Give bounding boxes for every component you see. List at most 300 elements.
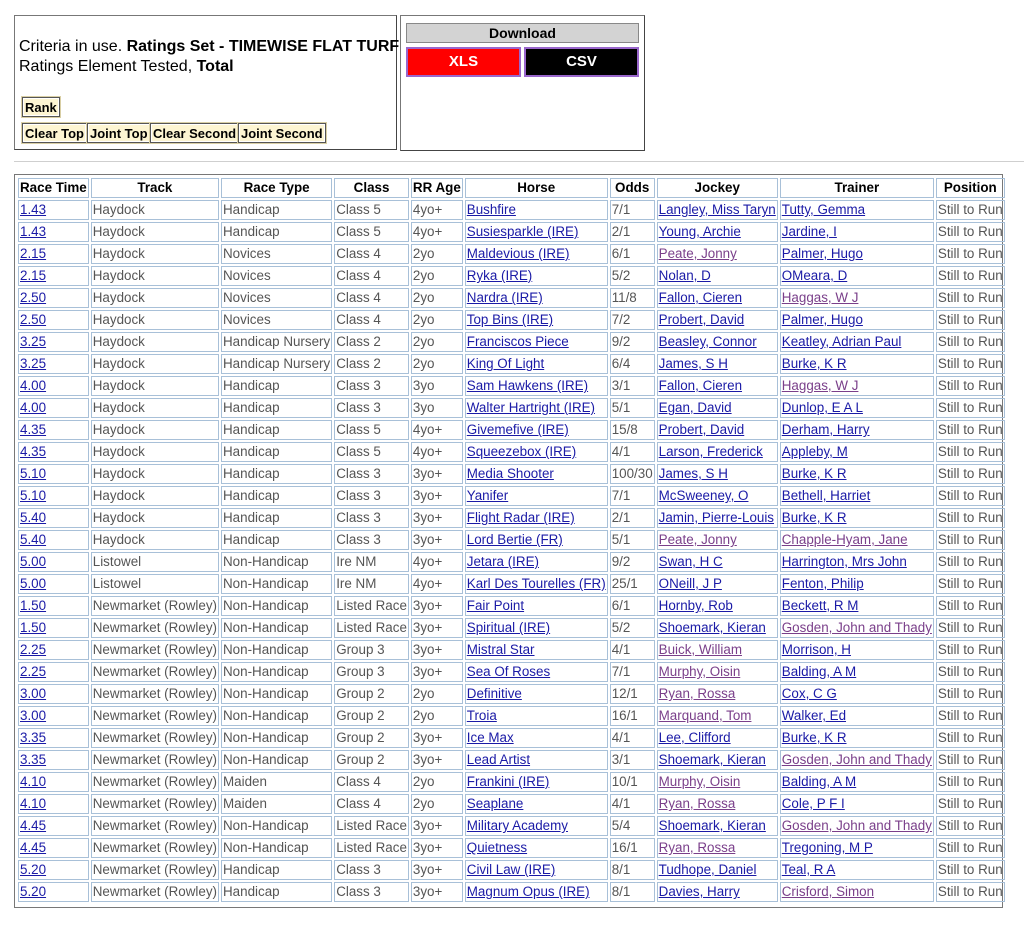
cell-trainer	[780, 552, 934, 572]
race-time-link[interactable]: 4.10	[20, 796, 47, 811]
cell-trainer	[780, 728, 934, 748]
table-row	[18, 376, 1005, 396]
horse-link[interactable]: Squeezebox (IRE)	[466, 444, 577, 459]
cell-rr-age: 3yo	[411, 398, 463, 418]
download-csv-button[interactable]: CSV	[524, 47, 639, 77]
cell-race-time	[18, 398, 89, 418]
cell-rr-age: 2yo	[411, 310, 463, 330]
jockey-link[interactable]: Langley, Miss Taryn	[658, 202, 776, 217]
cell-race-type: Handicap	[221, 486, 332, 506]
jockey-link[interactable]: Davies, Harry	[658, 884, 740, 899]
trainer-link[interactable]: Morrison, H	[781, 642, 851, 657]
cell-rr-age: 3yo+	[411, 618, 463, 638]
criteria-text	[19, 37, 399, 77]
trainer-link[interactable]: Appleby, M	[781, 444, 848, 459]
jockey-link[interactable]: Jamin, Pierre-Louis	[658, 510, 775, 525]
trainer-link[interactable]: Haggas, W J	[781, 378, 859, 393]
cell-race-time	[18, 288, 89, 308]
cell-track: Newmarket (Rowley)	[91, 706, 219, 726]
race-time-link[interactable]: 3.35	[20, 752, 47, 767]
jockey-link[interactable]: Nolan, D	[658, 268, 711, 283]
cell-race-type: Handicap	[221, 398, 332, 418]
race-time-link[interactable]: 4.35	[20, 444, 47, 459]
cell-trainer	[780, 464, 934, 484]
jockey-link[interactable]: Ryan, Rossa	[658, 840, 736, 855]
jockey-link[interactable]: Egan, David	[658, 400, 732, 415]
horse-link[interactable]: Spiritual (IRE)	[466, 620, 551, 635]
jockey-link[interactable]: Murphy, Oisin	[658, 774, 741, 789]
jockey-link[interactable]: Shoemark, Kieran	[658, 818, 766, 833]
race-time-link[interactable]: 3.25	[20, 334, 47, 349]
horse-link[interactable]: Definitive	[466, 686, 522, 701]
cell-class: Class 5	[334, 222, 409, 242]
trainer-link[interactable]: Walker, Ed	[781, 708, 847, 723]
download-xls-button[interactable]: XLS	[406, 47, 521, 77]
jockey-link[interactable]: Swan, H C	[658, 554, 723, 569]
cell-horse	[465, 420, 608, 440]
cell-horse	[465, 222, 608, 242]
cell-position: Still to Run	[936, 200, 1005, 220]
cell-position: Still to Run	[936, 640, 1005, 660]
horse-link[interactable]: Top Bins (IRE)	[466, 312, 554, 327]
trainer-link[interactable]: Teal, R A	[781, 862, 836, 877]
race-time-link[interactable]: 4.00	[20, 400, 47, 415]
trainer-link[interactable]: Balding, A M	[781, 774, 857, 789]
cell-race-time	[18, 332, 89, 352]
cell-trainer	[780, 640, 934, 660]
trainer-link[interactable]: Dunlop, E A L	[781, 400, 863, 415]
trainer-link[interactable]: Burke, K R	[781, 356, 847, 371]
jockey-link[interactable]: Buick, William	[658, 642, 742, 657]
cell-odds: 2/1	[610, 508, 655, 528]
joint-top-button[interactable]: Joint Top	[87, 123, 151, 143]
col-race-type: Race Type	[221, 178, 332, 198]
jockey-link[interactable]: Fallon, Cieren	[658, 290, 743, 305]
cell-odds: 11/8	[610, 288, 655, 308]
cell-race-time	[18, 442, 89, 462]
horse-link[interactable]: Sea Of Roses	[466, 664, 551, 679]
cell-jockey	[657, 596, 778, 616]
cell-track: Newmarket (Rowley)	[91, 750, 219, 770]
cell-race-time	[18, 266, 89, 286]
cell-horse	[465, 530, 608, 550]
cell-class: Class 4	[334, 310, 409, 330]
jockey-link[interactable]: James, S H	[658, 466, 728, 481]
trainer-link[interactable]: Palmer, Hugo	[781, 312, 863, 327]
horse-link[interactable]: Karl Des Tourelles (FR)	[466, 576, 606, 591]
cell-class: Group 2	[334, 684, 409, 704]
cell-rr-age: 3yo+	[411, 816, 463, 836]
cell-track: Newmarket (Rowley)	[91, 794, 219, 814]
cell-horse	[465, 244, 608, 264]
horse-link[interactable]: Nardra (IRE)	[466, 290, 543, 305]
cell-odds: 4/1	[610, 640, 655, 660]
race-time-link[interactable]: 2.25	[20, 642, 47, 657]
horse-link[interactable]: Walter Hartright (IRE)	[466, 400, 595, 415]
horse-link[interactable]: Givemefive (IRE)	[466, 422, 569, 437]
cell-race-type: Handicap	[221, 200, 332, 220]
cell-horse	[465, 706, 608, 726]
jockey-link[interactable]: James, S H	[658, 356, 728, 371]
cell-horse	[465, 552, 608, 572]
results-body	[18, 200, 1005, 902]
cell-race-time	[18, 816, 89, 836]
race-time-link[interactable]: 3.35	[20, 730, 47, 745]
horse-link[interactable]: Media Shooter	[466, 466, 554, 481]
horse-link[interactable]: Sam Hawkens (IRE)	[466, 378, 589, 393]
table-row	[18, 310, 1005, 330]
trainer-link[interactable]: Fenton, Philip	[781, 576, 864, 591]
cell-odds: 4/1	[610, 442, 655, 462]
cell-trainer	[780, 398, 934, 418]
cell-horse	[465, 640, 608, 660]
trainer-link[interactable]: Keatley, Adrian Paul	[781, 334, 902, 349]
jockey-link[interactable]: Hornby, Rob	[658, 598, 733, 613]
jockey-link[interactable]: Young, Archie	[658, 224, 741, 239]
cell-position: Still to Run	[936, 618, 1005, 638]
horse-link[interactable]: Magnum Opus (IRE)	[466, 884, 590, 899]
jockey-link[interactable]: Fallon, Cieren	[658, 378, 743, 393]
col-horse: Horse	[465, 178, 608, 198]
cell-horse	[465, 662, 608, 682]
cell-class: Group 2	[334, 750, 409, 770]
col-jockey: Jockey	[657, 178, 778, 198]
cell-jockey	[657, 684, 778, 704]
cell-horse	[465, 266, 608, 286]
race-time-link[interactable]: 1.50	[20, 598, 47, 613]
horse-link[interactable]: Yanifer	[466, 488, 509, 503]
jockey-link[interactable]: Shoemark, Kieran	[658, 620, 766, 635]
jockey-link[interactable]: Marquand, Tom	[658, 708, 752, 723]
trainer-link[interactable]: Palmer, Hugo	[781, 246, 863, 261]
cell-jockey	[657, 772, 778, 792]
race-time-link[interactable]: 2.15	[20, 268, 47, 283]
cell-track: Haydock	[91, 464, 219, 484]
horse-link[interactable]: Fair Point	[466, 598, 525, 613]
trainer-link[interactable]: Cole, P F I	[781, 796, 845, 811]
horse-link[interactable]: Bushfire	[466, 202, 516, 217]
horse-link[interactable]: Lord Bertie (FR)	[466, 532, 563, 547]
cell-trainer	[780, 266, 934, 286]
horse-link[interactable]: Lead Artist	[466, 752, 531, 767]
horse-link[interactable]: Civil Law (IRE)	[466, 862, 556, 877]
horse-link[interactable]: Ice Max	[466, 730, 514, 745]
col-track: Track	[91, 178, 219, 198]
cell-jockey	[657, 640, 778, 660]
trainer-link[interactable]: Bethell, Harriet	[781, 488, 871, 503]
cell-jockey	[657, 420, 778, 440]
race-time-link[interactable]: 1.50	[20, 620, 47, 635]
clear-second-button[interactable]: Clear Second	[150, 123, 239, 143]
race-time-link[interactable]: 5.00	[20, 576, 47, 591]
horse-link[interactable]: Mistral Star	[466, 642, 535, 657]
cell-rr-age: 3yo+	[411, 530, 463, 550]
cell-position: Still to Run	[936, 552, 1005, 572]
cell-track: Newmarket (Rowley)	[91, 684, 219, 704]
horse-link[interactable]: Susiesparkle (IRE)	[466, 224, 579, 239]
horse-link[interactable]: Franciscos Piece	[466, 334, 569, 349]
trainer-link[interactable]: Burke, K R	[781, 730, 847, 745]
trainer-link[interactable]: OMeara, D	[781, 268, 848, 283]
cell-position: Still to Run	[936, 288, 1005, 308]
download-title: Download	[406, 23, 639, 43]
cell-position: Still to Run	[936, 706, 1005, 726]
cell-odds: 2/1	[610, 222, 655, 242]
cell-rr-age: 2yo	[411, 706, 463, 726]
col-class: Class	[334, 178, 409, 198]
col-rr-age: RR Age	[411, 178, 463, 198]
cell-track: Newmarket (Rowley)	[91, 772, 219, 792]
horse-link[interactable]: Jetara (IRE)	[466, 554, 539, 569]
cell-class: Class 2	[334, 354, 409, 374]
trainer-link[interactable]: Chapple-Hyam, Jane	[781, 532, 908, 547]
cell-trainer	[780, 860, 934, 880]
cell-rr-age: 2yo	[411, 794, 463, 814]
race-time-link[interactable]: 5.20	[20, 862, 47, 877]
cell-track: Haydock	[91, 310, 219, 330]
race-time-link[interactable]: 2.50	[20, 290, 47, 305]
jockey-link[interactable]: Peate, Jonny	[658, 246, 737, 261]
cell-horse	[465, 486, 608, 506]
cell-race-time	[18, 640, 89, 660]
horse-link[interactable]: King Of Light	[466, 356, 545, 371]
table-row	[18, 354, 1005, 374]
table-row	[18, 486, 1005, 506]
col-trainer: Trainer	[780, 178, 934, 198]
jockey-link[interactable]: Tudhope, Daniel	[658, 862, 757, 877]
clear-top-button[interactable]: Clear Top	[22, 123, 87, 143]
trainer-link[interactable]: Beckett, R M	[781, 598, 859, 613]
cell-race-type: Non-Handicap	[221, 728, 332, 748]
cell-rr-age: 3yo+	[411, 728, 463, 748]
cell-race-type: Novices	[221, 310, 332, 330]
jockey-link[interactable]: Probert, David	[658, 312, 745, 327]
horse-link[interactable]: Frankini (IRE)	[466, 774, 550, 789]
col-race-time: Race Time	[18, 178, 89, 198]
cell-class: Class 3	[334, 398, 409, 418]
table-row	[18, 596, 1005, 616]
cell-trainer	[780, 750, 934, 770]
horse-link[interactable]: Ryka (IRE)	[466, 268, 533, 283]
cell-race-type: Maiden	[221, 772, 332, 792]
cell-odds: 7/1	[610, 486, 655, 506]
trainer-link[interactable]: Tregoning, M P	[781, 840, 873, 855]
horse-link[interactable]: Military Academy	[466, 818, 568, 833]
race-time-link[interactable]: 2.15	[20, 246, 47, 261]
cell-class: Group 3	[334, 662, 409, 682]
table-row	[18, 398, 1005, 418]
cell-race-type: Non-Handicap	[221, 640, 332, 660]
table-row	[18, 750, 1005, 770]
race-time-link[interactable]: 4.00	[20, 378, 47, 393]
cell-trainer	[780, 706, 934, 726]
cell-rr-age: 4yo+	[411, 552, 463, 572]
table-row	[18, 860, 1005, 880]
race-time-link[interactable]: 1.43	[20, 202, 47, 217]
trainer-link[interactable]: Gosden, John and Thady	[781, 752, 932, 767]
cell-race-time	[18, 420, 89, 440]
cell-race-type: Non-Handicap	[221, 838, 332, 858]
cell-odds: 3/1	[610, 376, 655, 396]
jockey-link[interactable]: Lee, Clifford	[658, 730, 731, 745]
cell-horse	[465, 376, 608, 396]
table-row	[18, 618, 1005, 638]
table-row	[18, 574, 1005, 594]
cell-race-time	[18, 244, 89, 264]
cell-horse	[465, 354, 608, 374]
cell-jockey	[657, 816, 778, 836]
criteria-prefix: Criteria in use.	[19, 38, 127, 55]
trainer-link[interactable]: Crisford, Simon	[781, 884, 875, 899]
cell-rr-age: 2yo	[411, 684, 463, 704]
table-row	[18, 442, 1005, 462]
cell-horse	[465, 310, 608, 330]
cell-class: Listed Race	[334, 816, 409, 836]
cell-trainer	[780, 618, 934, 638]
cell-rr-age: 3yo+	[411, 640, 463, 660]
trainer-link[interactable]: Burke, K R	[781, 510, 847, 525]
trainer-link[interactable]: Cox, C G	[781, 686, 837, 701]
cell-horse	[465, 288, 608, 308]
race-time-link[interactable]: 2.25	[20, 664, 47, 679]
cell-position: Still to Run	[936, 398, 1005, 418]
cell-odds: 8/1	[610, 860, 655, 880]
cell-rr-age: 3yo+	[411, 596, 463, 616]
table-row	[18, 838, 1005, 858]
trainer-link[interactable]: Balding, A M	[781, 664, 857, 679]
jockey-link[interactable]: Peate, Jonny	[658, 532, 737, 547]
cell-race-type: Non-Handicap	[221, 750, 332, 770]
cell-jockey	[657, 486, 778, 506]
cell-trainer	[780, 442, 934, 462]
cell-trainer	[780, 332, 934, 352]
cell-odds: 7/2	[610, 310, 655, 330]
race-time-link[interactable]: 4.10	[20, 774, 47, 789]
cell-class: Group 2	[334, 728, 409, 748]
race-time-link[interactable]: 2.50	[20, 312, 47, 327]
jockey-link[interactable]: ONeill, J P	[658, 576, 722, 591]
trainer-link[interactable]: Jardine, I	[781, 224, 837, 239]
table-row	[18, 882, 1005, 902]
cell-jockey	[657, 398, 778, 418]
cell-horse	[465, 860, 608, 880]
race-time-link[interactable]: 5.10	[20, 466, 47, 481]
race-time-link[interactable]: 3.00	[20, 708, 47, 723]
cell-horse	[465, 596, 608, 616]
cell-trainer	[780, 486, 934, 506]
race-time-link[interactable]: 4.45	[20, 840, 47, 855]
cell-position: Still to Run	[936, 772, 1005, 792]
cell-position: Still to Run	[936, 684, 1005, 704]
trainer-link[interactable]: Tutty, Gemma	[781, 202, 866, 217]
cell-trainer	[780, 376, 934, 396]
cell-jockey	[657, 552, 778, 572]
race-time-link[interactable]: 3.25	[20, 356, 47, 371]
cell-trainer	[780, 420, 934, 440]
cell-rr-age: 3yo+	[411, 838, 463, 858]
jockey-link[interactable]: Ryan, Rossa	[658, 796, 736, 811]
race-time-link[interactable]: 5.20	[20, 884, 47, 899]
table-row	[18, 530, 1005, 550]
cell-trainer	[780, 794, 934, 814]
joint-second-button[interactable]: Joint Second	[238, 123, 326, 143]
trainer-link[interactable]: Gosden, John and Thady	[781, 620, 932, 635]
cell-odds: 3/1	[610, 750, 655, 770]
cell-race-time	[18, 354, 89, 374]
jockey-link[interactable]: Probert, David	[658, 422, 745, 437]
cell-jockey	[657, 882, 778, 902]
jockey-link[interactable]: Shoemark, Kieran	[658, 752, 766, 767]
horse-link[interactable]: Flight Radar (IRE)	[466, 510, 575, 525]
trainer-link[interactable]: Haggas, W J	[781, 290, 859, 305]
race-time-link[interactable]: 4.45	[20, 818, 47, 833]
cell-odds: 5/1	[610, 398, 655, 418]
rank-button[interactable]: Rank	[22, 97, 60, 117]
race-time-link[interactable]: 5.40	[20, 510, 47, 525]
cell-horse	[465, 772, 608, 792]
cell-trainer	[780, 684, 934, 704]
race-time-link[interactable]: 1.43	[20, 224, 47, 239]
cell-position: Still to Run	[936, 860, 1005, 880]
cell-jockey	[657, 662, 778, 682]
cell-track: Newmarket (Rowley)	[91, 640, 219, 660]
cell-race-time	[18, 882, 89, 902]
cell-jockey	[657, 838, 778, 858]
jockey-link[interactable]: Beasley, Connor	[658, 334, 757, 349]
cell-trainer	[780, 244, 934, 264]
race-time-link[interactable]: 3.00	[20, 686, 47, 701]
table-row	[18, 706, 1005, 726]
race-time-link[interactable]: 5.10	[20, 488, 47, 503]
trainer-link[interactable]: Burke, K R	[781, 466, 847, 481]
cell-class: Listed Race	[334, 838, 409, 858]
cell-track: Listowel	[91, 552, 219, 572]
horse-link[interactable]: Quietness	[466, 840, 528, 855]
trainer-link[interactable]: Gosden, John and Thady	[781, 818, 932, 833]
horse-link[interactable]: Troia	[466, 708, 497, 723]
race-time-link[interactable]: 5.00	[20, 554, 47, 569]
cell-horse	[465, 332, 608, 352]
col-odds: Odds	[610, 178, 655, 198]
col-position: Position	[936, 178, 1005, 198]
cell-rr-age: 3yo+	[411, 860, 463, 880]
jockey-link[interactable]: Larson, Frederick	[658, 444, 763, 459]
cell-race-time	[18, 750, 89, 770]
cell-position: Still to Run	[936, 574, 1005, 594]
jockey-link[interactable]: McSweeney, O	[658, 488, 749, 503]
cell-horse	[465, 442, 608, 462]
horse-link[interactable]: Maldevious (IRE)	[466, 246, 570, 261]
cell-race-type: Handicap	[221, 464, 332, 484]
cell-race-type: Non-Handicap	[221, 816, 332, 836]
race-time-link[interactable]: 4.35	[20, 422, 47, 437]
cell-horse	[465, 398, 608, 418]
cell-class: Class 3	[334, 530, 409, 550]
trainer-link[interactable]: Harrington, Mrs John	[781, 554, 907, 569]
race-time-link[interactable]: 5.40	[20, 532, 47, 547]
cell-class: Ire NM	[334, 574, 409, 594]
trainer-link[interactable]: Derham, Harry	[781, 422, 870, 437]
cell-position: Still to Run	[936, 222, 1005, 242]
table-row	[18, 794, 1005, 814]
horse-link[interactable]: Seaplane	[466, 796, 524, 811]
cell-odds: 4/1	[610, 794, 655, 814]
cell-race-type: Maiden	[221, 794, 332, 814]
cell-race-type: Non-Handicap	[221, 706, 332, 726]
cell-rr-age: 4yo+	[411, 574, 463, 594]
jockey-link[interactable]: Ryan, Rossa	[658, 686, 736, 701]
jockey-link[interactable]: Murphy, Oisin	[658, 664, 741, 679]
